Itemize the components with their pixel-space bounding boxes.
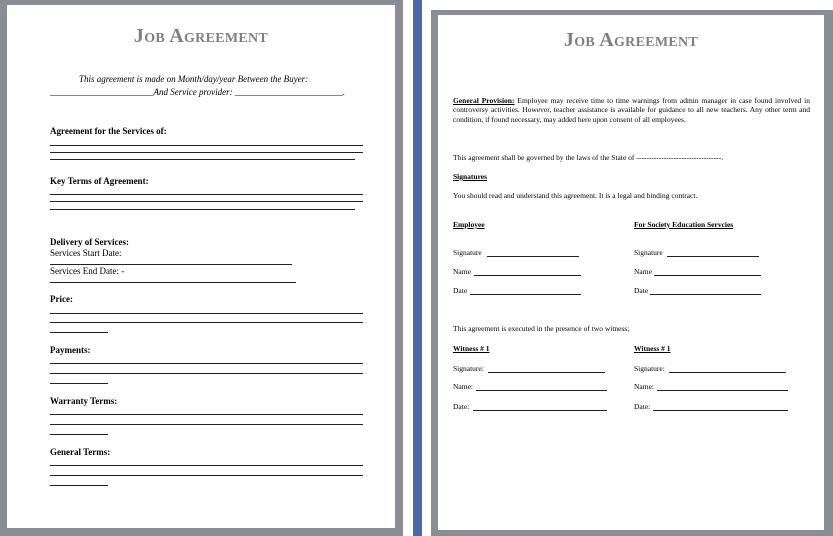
employee-name-label: Name xyxy=(453,267,471,276)
price-line-1 xyxy=(50,313,363,314)
section-delivery-heading: Delivery of Services: xyxy=(50,237,129,247)
governed-text: This agreement shall be governed by the laws of the State of ----------------------------------. xyxy=(453,153,724,162)
general-provision-text: Employee may receive time to time warnings from admin manager in case found involved in controversy activities. However, teacher assistance is available for guidance to all new teachers. Any other term and condition, if found necessary, may added here upon consent of all employees. xyxy=(453,96,810,124)
price-line-3 xyxy=(50,332,108,333)
witness-intro: This agreement is executed in the presence of two witness; xyxy=(453,324,630,333)
witness1-date-label: Date: xyxy=(453,402,470,411)
services-line-1 xyxy=(50,145,363,146)
right-page xyxy=(438,15,824,530)
employee-signature-line xyxy=(487,256,579,257)
general-line-1 xyxy=(50,465,363,466)
employee-name-line xyxy=(474,275,581,276)
witness1-date-line xyxy=(473,410,607,411)
intro-line-2: _______________________And Service provider: ________________________. xyxy=(50,87,346,97)
section-services-heading: Agreement for the Services of: xyxy=(50,126,167,136)
terms-line-3 xyxy=(50,209,355,210)
society-signature-label: Signature xyxy=(634,248,663,257)
section-general-heading: General Terms: xyxy=(50,447,111,457)
payments-line-2 xyxy=(50,373,363,374)
society-heading: For Society Education Servcies xyxy=(634,220,734,229)
services-start-label: Services Start Date: xyxy=(50,248,122,258)
witness2-date-label: Date: xyxy=(634,402,651,411)
section-warranty-heading: Warranty Terms: xyxy=(50,396,118,406)
general-line-3 xyxy=(50,485,108,486)
left-page xyxy=(7,5,395,528)
section-payments-heading: Payments: xyxy=(50,345,91,355)
warranty-line-1 xyxy=(50,414,363,415)
section-price-heading: Price: xyxy=(50,294,73,304)
witness2-date-line xyxy=(653,410,788,411)
witness2-heading: Witness # 1 xyxy=(634,344,671,353)
signatures-text: You should read and understand this agreement. It is a legal and binding contract. xyxy=(453,191,698,200)
witness2-signature-line xyxy=(669,372,786,373)
services-line-2 xyxy=(50,152,363,153)
employee-signature-label: Signature xyxy=(453,248,482,257)
section-terms-heading: Key Terms of Agreement: xyxy=(50,176,149,186)
services-line-3 xyxy=(50,159,355,160)
right-page-title: Job Agreement xyxy=(563,29,699,51)
left-page-title: Job Agreement xyxy=(133,25,269,47)
page-separator xyxy=(413,0,422,536)
witness2-name-line xyxy=(657,390,788,391)
society-name-label: Name xyxy=(634,267,652,276)
society-signature-line xyxy=(667,256,759,257)
terms-line-2 xyxy=(50,201,363,202)
general-line-2 xyxy=(50,475,363,476)
witness1-heading: Witness # 1 xyxy=(453,344,490,353)
payments-line-1 xyxy=(50,363,363,364)
witness1-signature-line xyxy=(488,372,605,373)
witness2-name-label: Name: xyxy=(634,382,654,391)
witness1-name-label: Name: xyxy=(453,382,473,391)
employee-date-label: Date xyxy=(453,286,468,295)
general-provision-label: General Provision: xyxy=(453,96,515,105)
warranty-line-3 xyxy=(50,434,108,435)
intro-line-1: This agreement is made on Month/day/year Between the Buyer: xyxy=(79,74,309,84)
warranty-line-2 xyxy=(50,424,363,425)
society-date-label: Date xyxy=(634,286,649,295)
employee-heading: Employee xyxy=(453,220,485,229)
payments-line-3 xyxy=(50,383,108,384)
society-name-line xyxy=(654,275,761,276)
witness1-signature-label: Signature: xyxy=(453,364,484,373)
signatures-heading: Signatures xyxy=(453,172,488,181)
services-end-label: Services End Date: - xyxy=(50,266,125,276)
witness1-name-line xyxy=(476,390,607,391)
general-provision-paragraph xyxy=(453,96,810,124)
witness2-signature-label: Signature: xyxy=(634,364,665,373)
terms-line-1 xyxy=(50,194,363,195)
employee-date-line xyxy=(470,294,581,295)
price-line-2 xyxy=(50,322,363,323)
services-start-line xyxy=(50,264,292,265)
society-date-line xyxy=(650,294,761,295)
services-end-line xyxy=(50,282,296,283)
